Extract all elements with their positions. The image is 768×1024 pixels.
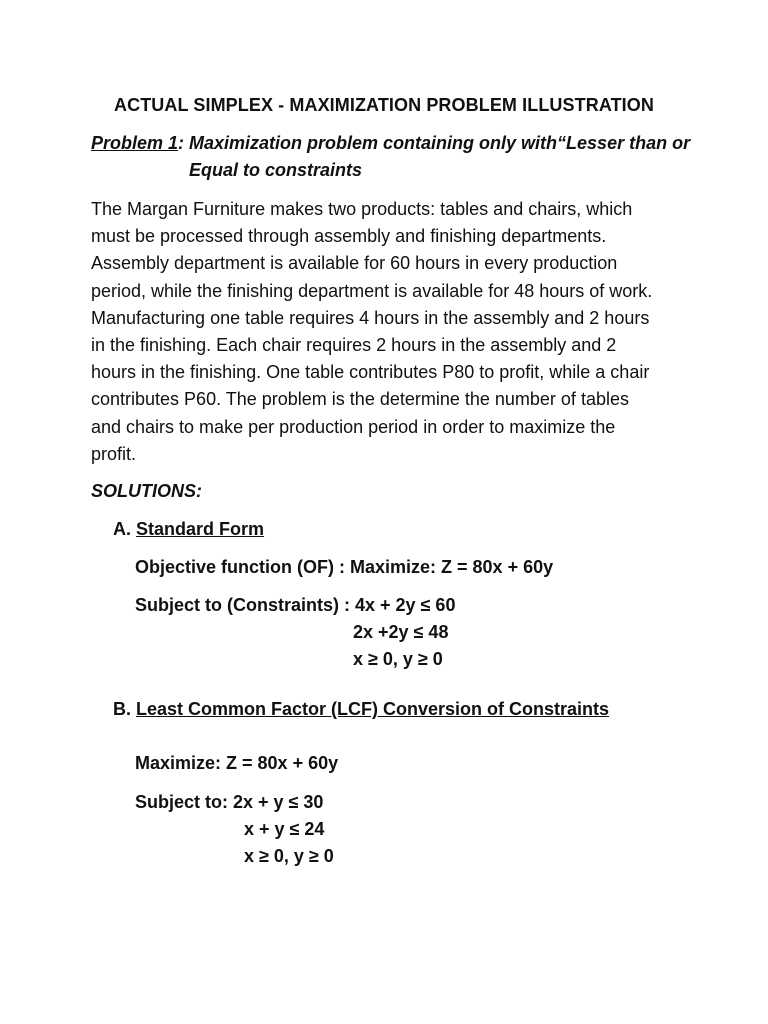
paragraph-line: Manufacturing one table requires 4 hours in the assembly and 2 hours — [91, 307, 650, 328]
section-a-letter: A. — [113, 519, 131, 539]
paragraph-line: in the finishing. Each chair requires 2 hours in the assembly and 2 — [91, 335, 617, 356]
section-a-title: Standard Form — [136, 519, 265, 539]
problem-heading — [91, 130, 690, 157]
paragraph-line: The Margan Furniture makes two products: tables and chairs, which — [91, 199, 633, 219]
problem-paragraph — [91, 196, 691, 468]
section-b-heading — [113, 696, 609, 723]
problem-heading-continuation: Equal to constraints — [189, 160, 363, 180]
constraint-line: x ≥ 0, y ≥ 0 — [244, 846, 334, 866]
section-a-heading — [113, 516, 264, 543]
section-b-letter: B. — [113, 699, 131, 719]
constraint-line: 2x +2y ≤ 48 — [353, 622, 449, 642]
objective-function: Objective function (OF) : Maximize: Z = 80x + 60y — [135, 557, 554, 577]
problem-label: Problem 1 — [91, 133, 179, 153]
paragraph-line: and chairs to make per production period in order to maximize the — [91, 416, 616, 437]
solutions-label: SOLUTIONS: — [91, 481, 202, 501]
paragraph-line: hours in the finishing. One table contributes P80 to profit, while a chair — [91, 362, 650, 383]
constraint-line: Subject to (Constraints) : 4x + 2y ≤ 60 — [135, 595, 456, 615]
paragraph-line: must be processed through assembly and finishing departments. — [91, 226, 607, 247]
constraint-line: x + y ≤ 24 — [244, 819, 325, 839]
problem-heading-text: : Maximization problem containing only with“Lesser than or — [178, 133, 691, 153]
constraint-line: x ≥ 0, y ≥ 0 — [353, 649, 443, 669]
constraint-line: Subject to: 2x + y ≤ 30 — [135, 792, 324, 812]
paragraph-line: period, while the finishing department is available for 48 hours of work. — [91, 280, 653, 301]
paragraph-line: profit. — [91, 443, 137, 464]
objective-function: Maximize: Z = 80x + 60y — [135, 753, 339, 773]
paragraph-line: Assembly department is available for 60 hours in every production — [91, 253, 618, 274]
document-title: ACTUAL SIMPLEX - MAXIMIZATION PROBLEM ILLUSTRATION — [114, 95, 654, 115]
paragraph-line: contributes P60. The problem is the determine the number of tables — [91, 389, 629, 410]
section-b-title: Least Common Factor (LCF) Conversion of Constraints — [136, 699, 610, 719]
